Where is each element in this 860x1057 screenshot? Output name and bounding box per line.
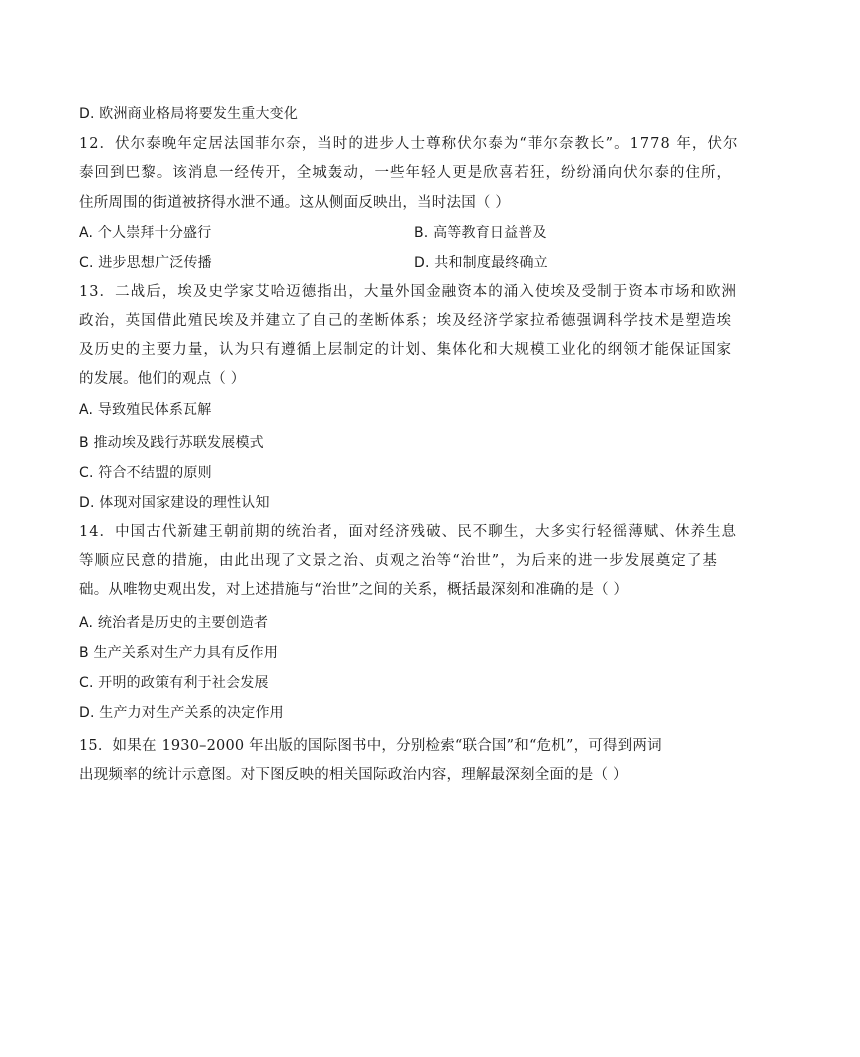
q13-stem-line-1: 13．二战后，埃及史学家艾哈迈德指出，大量外国金融资本的涌入使埃及受制于资本市场和欧洲 (79, 284, 738, 300)
q12-stem-line-2: 泰回到巴黎。该消息一经传开，全城轰动，一些年轻人更是欣喜若狂，纷纷涌向伏尔泰的住所， (79, 165, 733, 181)
q14-option-c: C. 开明的政策有利于社会发展 (79, 675, 269, 691)
q13-stem-line-4: 的发展。他们的观点（ ） (79, 371, 246, 387)
q12-option-d: D. 共和制度最终确立 (414, 255, 548, 271)
q14-stem-line-1: 14．中国古代新建王朝前期的统治者，面对经济残破、民不聊生，大多实行轻徭薄赋、休养生息 (79, 524, 738, 540)
q13-stem-line-2: 政治，英国借此殖民埃及并建立了自己的垄断体系；埃及经济学家拉希德强调科学技术是塑造埃 (79, 313, 733, 329)
q12-option-b: B. 高等教育日益普及 (414, 225, 547, 241)
q12-option-a: A. 个人崇拜十分盛行 (79, 225, 212, 241)
q15-stem-line-2: 出现频率的统计示意图。对下图反映的相关国际政治内容，理解最深刻全面的是（ ） (79, 767, 628, 783)
q13-stem-line-3: 及历史的主要力量，认为只有遵循上层制定的计划、集体化和大规模工业化的纲领才能保证国家 (79, 342, 733, 358)
q11-option-d: D. 欧洲商业格局将要发生重大变化 (79, 106, 299, 122)
q14-option-b: B 生产关系对生产力具有反作用 (79, 645, 279, 661)
q12-option-c: C. 进步思想广泛传播 (79, 255, 212, 271)
q14-option-d: D. 生产力对生产关系的决定作用 (79, 705, 284, 721)
q12-stem-line-3: 住所周围的街道被挤得水泄不通。这从侧面反映出，当时法国（ ） (79, 195, 511, 211)
q13-option-d: D. 体现对国家建设的理性认知 (79, 495, 270, 511)
q13-option-c: C. 符合不结盟的原则 (79, 465, 212, 481)
q13-option-a: A. 导致殖民体系瓦解 (79, 402, 212, 418)
q15-stem-line-1: 15．如果在 1930–2000 年出版的国际图书中，分别检索“联合国”和“危机”，可得到两词 (79, 738, 662, 754)
q13-option-b: B 推动埃及践行苏联发展模式 (79, 435, 264, 451)
q14-option-a: A. 统治者是历史的主要创造者 (79, 615, 269, 631)
q12-stem-line-1: 12．伏尔泰晚年定居法国菲尔奈，当时的进步人士尊称伏尔泰为“菲尔奈教长”。1778 年，伏尔 (79, 136, 739, 152)
q14-stem-line-2: 等顺应民意的措施，由此出现了文景之治、贞观之治等“治世”，为后来的进一步发展奠定了基 (79, 553, 718, 569)
q14-stem-line-3: 础。从唯物史观出发，对上述措施与“治世”之间的关系，概括最深刻和准确的是（ ） (79, 582, 629, 598)
